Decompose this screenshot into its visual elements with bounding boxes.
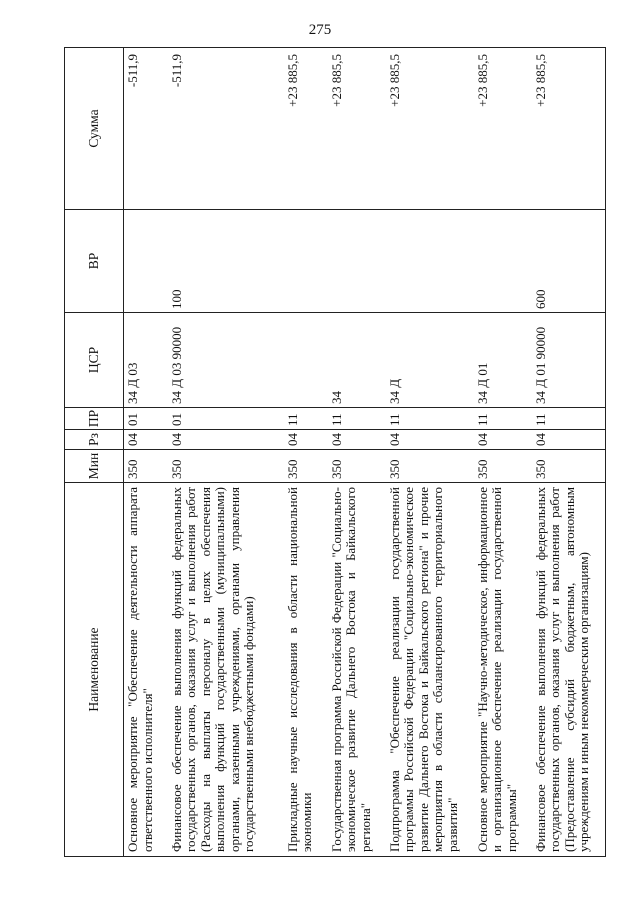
row-min: 350 [532, 450, 606, 483]
table-header-row [65, 48, 124, 857]
row-vr [386, 210, 474, 313]
row-name: Государственная программа Российской Федерации "Социально-экономическое развитие Дальнего Востока и Байкальского региона" [328, 483, 386, 857]
row-sum: +23 885,5 [284, 48, 328, 210]
table-row [328, 48, 386, 857]
row-rz: 04 [328, 430, 386, 450]
row-min: 350 [168, 450, 284, 483]
row-vr [124, 210, 168, 313]
row-name: Финансовое обеспечение выполнения функций федеральных государственных органов, оказания услуг и выполнения работ (Предоставление субсидий бюджетным, автономным учреждениям и иным некоммерческим организациям) [532, 483, 606, 857]
row-rz: 04 [168, 430, 284, 450]
row-csr: 34 [328, 313, 386, 408]
table-row [168, 48, 284, 857]
row-csr: 34 Д 03 [124, 313, 168, 408]
table-row [474, 48, 532, 857]
row-rz: 04 [386, 430, 474, 450]
row-pr: 01 [124, 408, 168, 430]
row-sum: +23 885,5 [328, 48, 386, 210]
page-number: 275 [308, 22, 332, 38]
header-pr: ПР [65, 408, 124, 430]
row-vr [328, 210, 386, 313]
header-rz: Рз [65, 430, 124, 450]
row-vr [284, 210, 328, 313]
row-csr: 34 Д 01 [474, 313, 532, 408]
row-name: Подпрограмма "Обеспечение реализации государственной программы Российской Федерации "Социально-экономическое развитие Дальнего Востока и Байкальского региона" и прочие мероприятия в области сбалансированного территориального развития" [386, 483, 474, 857]
budget-table [64, 47, 606, 857]
row-sum: +23 885,5 [474, 48, 532, 210]
row-sum: +23 885,5 [532, 48, 606, 210]
rotated-table-wrapper [64, 48, 602, 857]
header-csr: ЦСР [65, 313, 124, 408]
row-min: 350 [386, 450, 474, 483]
row-pr: 11 [284, 408, 328, 430]
row-rz: 04 [124, 430, 168, 450]
row-vr [474, 210, 532, 313]
row-csr [284, 313, 328, 408]
row-vr: 100 [168, 210, 284, 313]
row-min: 350 [328, 450, 386, 483]
row-name: Основное мероприятие "Научно-методическое, информационное и организационное обеспечение реализации государственной программы" [474, 483, 532, 857]
table-row [284, 48, 328, 857]
row-rz: 04 [474, 430, 532, 450]
row-rz: 04 [532, 430, 606, 450]
row-pr: 11 [328, 408, 386, 430]
row-vr: 600 [532, 210, 606, 313]
row-pr: 11 [532, 408, 606, 430]
header-sum: Сумма [65, 48, 124, 210]
row-name: Основное мероприятие "Обеспечение деятельности аппарата ответственного исполнителя" [124, 483, 168, 857]
row-sum: +23 885,5 [386, 48, 474, 210]
row-csr: 34 Д 01 90000 [532, 313, 606, 408]
row-min: 350 [284, 450, 328, 483]
row-rz: 04 [284, 430, 328, 450]
header-vr: ВР [65, 210, 124, 313]
row-sum: -511,9 [124, 48, 168, 210]
row-csr: 34 Д 03 90000 [168, 313, 284, 408]
row-name: Финансовое обеспечение выполнения функций федеральных государственных органов, оказания услуг и выполнения работ (Расходы на выплаты персоналу в целях обеспечения выполнения функций государственными (муниципальными) органами, казенными учреждениями, органами управления государственными внебюджетными фондами) [168, 483, 284, 857]
row-min: 350 [124, 450, 168, 483]
row-pr: 01 [168, 408, 284, 430]
row-pr: 11 [386, 408, 474, 430]
row-csr: 34 Д [386, 313, 474, 408]
row-min: 350 [474, 450, 532, 483]
table-row [386, 48, 474, 857]
header-min: Мин [65, 450, 124, 483]
table-row [532, 48, 606, 857]
header-name: Наименование [65, 483, 124, 857]
row-pr: 11 [474, 408, 532, 430]
row-sum: -511,9 [168, 48, 284, 210]
row-name: Прикладные научные исследования в области национальной экономики [284, 483, 328, 857]
table-row [124, 48, 168, 857]
